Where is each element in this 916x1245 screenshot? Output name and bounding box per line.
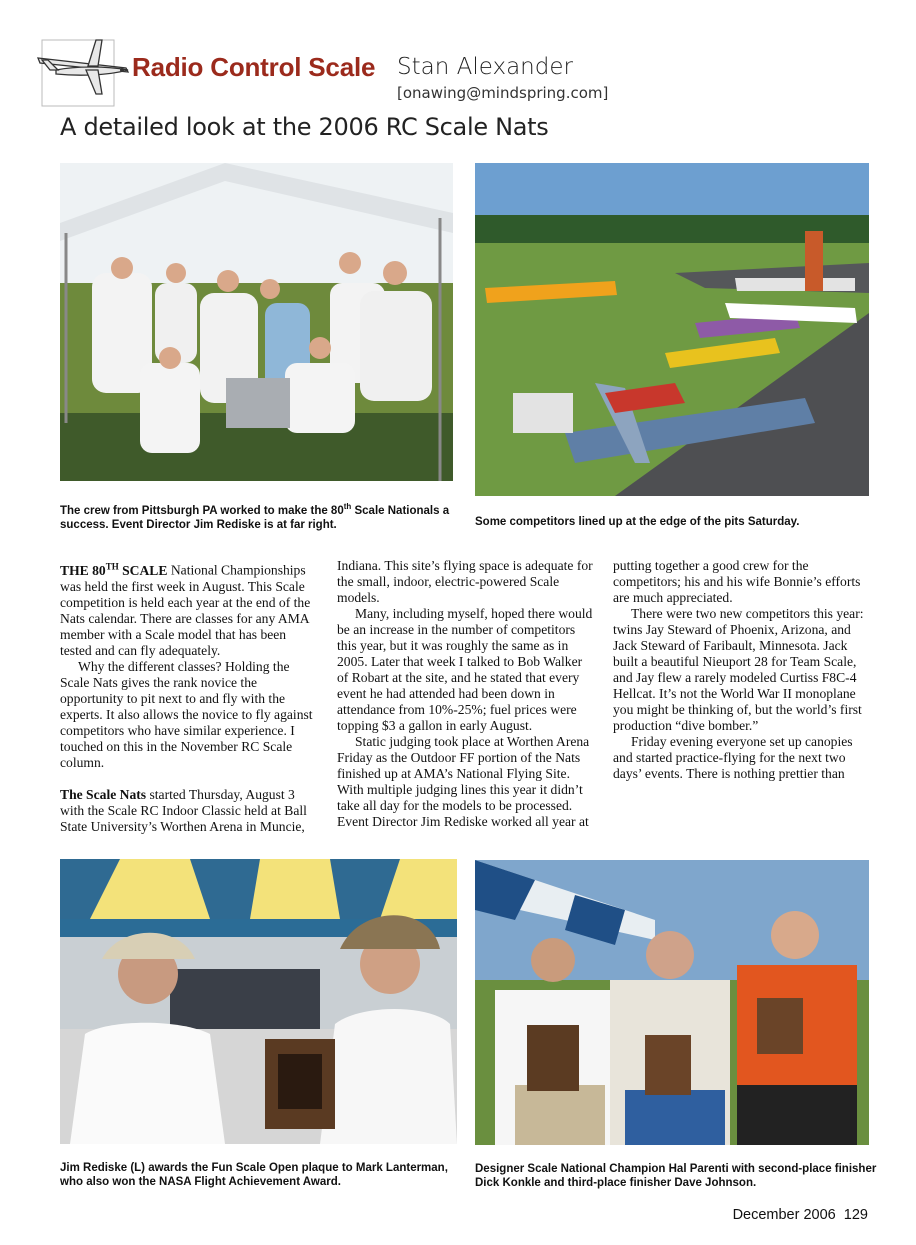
section-title: Radio Control Scale [132,52,376,82]
page-footer [733,1207,868,1223]
article-column-1 [60,558,318,835]
article-column-3 [613,558,871,782]
paragraph: Static judging took place at Worthen Arena Friday as the Outdoor FF portion of the Nats finished up at AMA’s National Flying Site. With multiple judging lines this year it didn’t take all day for the models to be processed. Event Director Jim Rediske worked all year at [337,734,590,829]
article-headline: A detailed look at the 2006 RC Scale Nats [60,113,549,141]
paragraph: Why the different classes? Holding the Scale Nats gives the rank novice the opportunity to pit next to and fly with the experts. It also allows the novice to fly against competitors who have similar experience. I touched on this in the November RC Scale column. [60,658,313,770]
paragraph [60,558,318,659]
paragraph-text: National Championships was held the first week in August. This Scale competition is held each year at the end of the Nats calendar. There are classes for any AMA member with a Scale model that has been tested and can fly adequately. [60,562,311,658]
award-presentation-photo [60,859,457,1144]
paragraph: Friday evening everyone set up canopies and started practice-flying for the next two days’ events. There is nothing prettier than [613,734,853,781]
lead-in [60,563,167,578]
caption-text: The crew from Pittsburgh PA worked to make the 80 [60,504,344,517]
paragraph: There were two new competitors this year: twins Jay Steward of Phoenix, Arizona, and Jack Steward of Faribault, Minnesota. Jack built a beautiful Nieuport 28 for Team Scale, and Jay flew a rarely modeled Curtiss F8C-4 Hellcat. It’s not the World War II monoplane you might be thinking of, but the world’s first production “dive bomber.” [613,606,864,733]
caption-superscript: th [343,502,352,511]
paragraph-text: started Thursday, August 3 with the Scale RC Indoor Classic held at Ball State University’s Worthen Arena in Muncie, [60,786,307,834]
paragraph: Indiana. This site’s flying space is adequate for the small, indoor, electric-powered Scale models. [337,558,593,605]
lead-in-superscript: TH [105,561,119,571]
paragraph [60,787,318,835]
lead-in-text: SCALE [118,562,168,578]
caption-text: Scale Nationals a success. Event Director Jim Rediske is at far right. [60,504,450,531]
article-column-2 [337,558,595,830]
issue-date: December 2006 [732,1207,836,1223]
author-name: Stan Alexander [397,54,573,80]
pits-photo-caption: Some competitors lined up at the edge of the pits Saturday. [475,516,800,528]
biplane-airliner-logo-icon [36,30,132,110]
models-lined-up-photo [475,163,869,496]
designer-scale-photo-caption: Designer Scale National Champion Hal Parenti with second-place finisher Dick Konkle and third-place finisher Dave Johnson. [475,1163,877,1189]
crew-photo-caption [60,500,460,532]
lead-in-text: THE 80 [60,562,106,578]
winners-with-plaques-photo [475,860,869,1145]
crew-under-canopy-photo [60,163,453,481]
paragraph: Many, including myself, hoped there would be an increase in the number of competitors this year, but it was roughly the same as in 2005. Later that week I talked to Bob Walker of Robart at the site, and he stated that every event he had attended had been down in attendance from 10%-25%; fuel prices were topping $3 a gallon in early August. [337,606,593,733]
lead-in: The Scale Nats [60,786,147,802]
page-number: 129 [843,1207,868,1223]
author-email: [onawing@mindspring.com] [397,84,609,102]
paragraph: putting together a good crew for the competitors; his and his wife Bonnie’s efforts are much appreciated. [613,558,861,605]
fun-scale-photo-caption: Jim Rediske (L) awards the Fun Scale Open plaque to Mark Lanterman, who also won the NASA Flight Achievement Award. [60,1162,448,1188]
